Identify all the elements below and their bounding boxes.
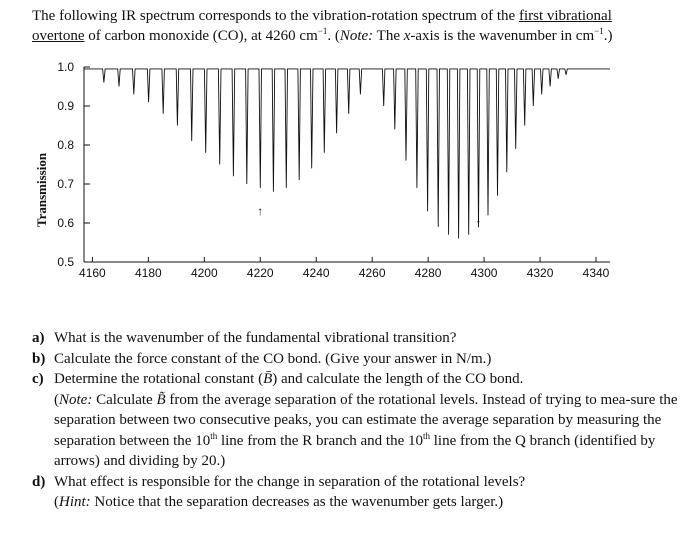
overtone-underlined: overtone bbox=[32, 28, 85, 44]
question-c-label: c) bbox=[32, 371, 44, 387]
x-tick-label: 4260 bbox=[358, 266, 386, 280]
b-tilde-symbol: B̃ bbox=[156, 391, 166, 408]
chart-ticks bbox=[57, 60, 609, 280]
question-c-text-pre: Determine the rotational constant ( bbox=[54, 371, 264, 387]
question-b-text: Calculate the force constant of the CO bond. (Give your answer in N/m.) bbox=[54, 350, 492, 367]
question-a-text: What is the wavenumber of the fundamental vibrational transition? bbox=[54, 330, 457, 346]
intro-text-4: The bbox=[373, 28, 404, 44]
unit-superscript-2: −1 bbox=[594, 26, 604, 36]
x-tick-label: 4180 bbox=[134, 266, 162, 280]
ir-spectrum-chart bbox=[0, 50, 700, 290]
intro-text-3: . ( bbox=[327, 28, 340, 44]
question-c bbox=[32, 369, 682, 390]
x-tick-label: 4340 bbox=[582, 266, 610, 280]
question-c-text-post: ) and calculate the length of the CO bond. bbox=[272, 371, 524, 387]
question-d-label: d) bbox=[32, 473, 46, 490]
arrow-annotation: ↑ bbox=[257, 204, 264, 219]
intro-text-2: of carbon monoxide (CO), at 4260 cm bbox=[84, 28, 318, 44]
spectrum-line bbox=[84, 69, 610, 239]
th-superscript-2: th bbox=[423, 430, 431, 441]
question-d-text: What effect is responsible for the change in separation of the rotational levels? bbox=[54, 473, 526, 490]
questions-list bbox=[32, 328, 682, 513]
note-body: from the average separation of the rotational levels. Instead of trying to mea-sure the separation between two consecutive peaks, you can estimate the average separation by measuring the separation between the 10 bbox=[54, 391, 678, 449]
intro-note-label: Note: bbox=[339, 28, 374, 44]
y-tick-label: 0.7 bbox=[57, 177, 74, 191]
y-tick-label: 0.8 bbox=[57, 138, 74, 152]
note-pre: Calculate bbox=[92, 391, 157, 408]
x-tick-label: 4200 bbox=[190, 266, 218, 280]
x-tick-label: 4220 bbox=[246, 266, 274, 280]
intro-paragraph bbox=[32, 6, 682, 46]
y-axis-label: Transmission bbox=[34, 152, 49, 228]
x-tick-label: 4320 bbox=[526, 266, 554, 280]
th-superscript-1: th bbox=[210, 430, 218, 441]
first-vibrational-underlined: first vibrational bbox=[518, 8, 612, 24]
x-tick-label: 4280 bbox=[414, 266, 442, 280]
intro-text-6: .) bbox=[603, 28, 613, 44]
y-tick-label: 0.6 bbox=[57, 216, 74, 230]
note-end: line from the Q branch (identified by arrows) and dividing by 20.) bbox=[54, 432, 656, 469]
b-bar-symbol: B̄ bbox=[263, 371, 273, 387]
intro-text-5: -axis is the wavenumber in cm bbox=[410, 28, 595, 44]
hint-label: Hint: bbox=[59, 494, 91, 510]
question-a-label: a) bbox=[32, 330, 45, 346]
x-tick-label: 4240 bbox=[302, 266, 330, 280]
question-d bbox=[32, 472, 682, 493]
unit-superscript-1: −1 bbox=[317, 26, 328, 36]
y-tick-label: 0.5 bbox=[57, 255, 74, 269]
question-a bbox=[32, 328, 682, 349]
note-label: Note: bbox=[59, 391, 93, 408]
note-mid: line from the R branch and the 10 bbox=[217, 432, 423, 449]
question-d-hint: (Hint: Notice that the separation decreases as the wavenumber gets larger.) bbox=[54, 494, 504, 510]
hint-text: Notice that the separation decreases as the wavenumber gets larger.) bbox=[90, 494, 504, 510]
intro-text-1: The following IR spectrum corresponds to the vibration-rotation spectrum of the bbox=[32, 8, 519, 24]
chart-annotations bbox=[257, 204, 481, 230]
y-tick-label: 1.0 bbox=[57, 60, 74, 74]
question-c-note: (Note: Calculate B̃ from the average separation of the rotational levels. Instead of trying to mea-sure the separation between two consecutive peaks, you can estimate the average separation by measuring the separation between the 10th line from the R branch and the 10th line from the Q branch (identified by arrows) and dividing by 20.) bbox=[54, 391, 678, 469]
x-variable: x bbox=[403, 28, 411, 44]
question-b-label: b) bbox=[32, 350, 46, 367]
question-c-text bbox=[54, 369, 682, 390]
x-tick-label: 4300 bbox=[470, 266, 498, 280]
question-b bbox=[32, 349, 682, 370]
x-tick-label: 4160 bbox=[79, 266, 106, 280]
spectrum-trace bbox=[84, 69, 610, 239]
y-tick-label: 0.9 bbox=[57, 99, 74, 113]
arrow-annotation: ↑ bbox=[475, 215, 482, 230]
